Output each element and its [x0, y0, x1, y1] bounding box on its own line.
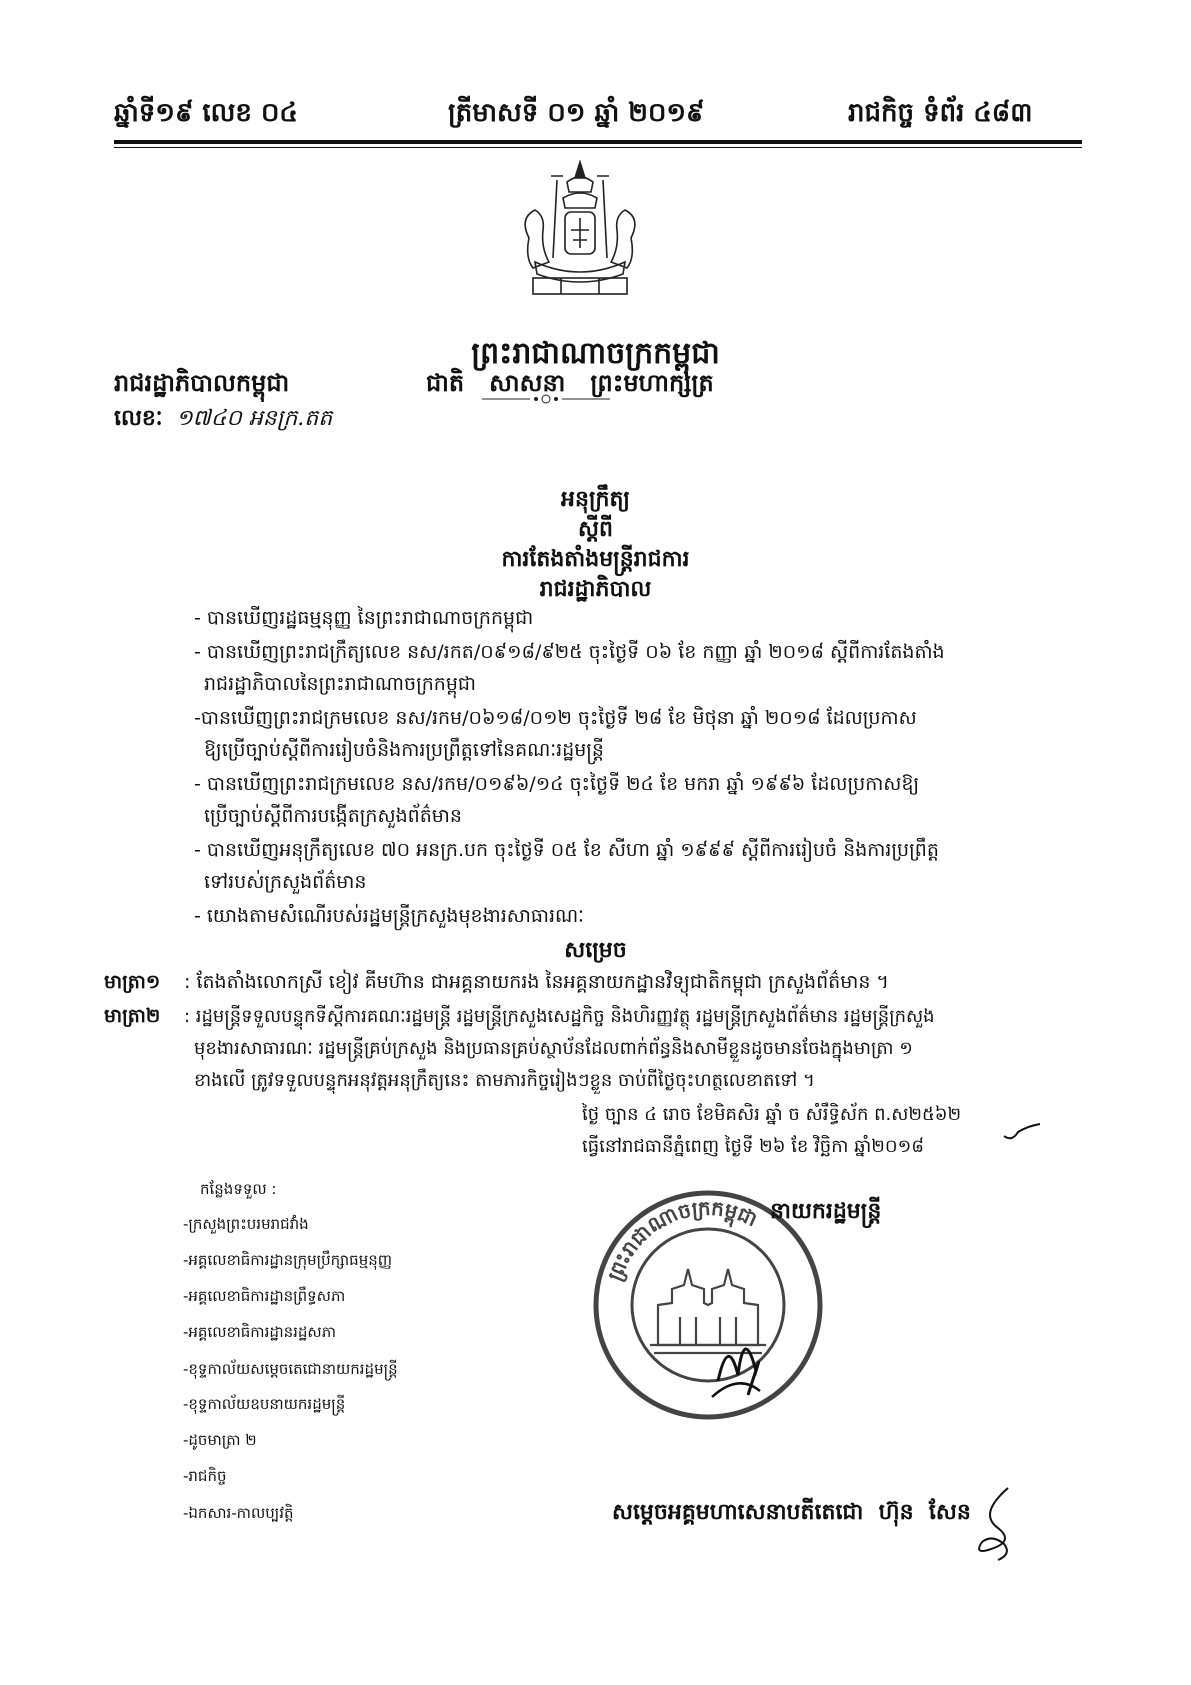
reference-number: ១៧៤០ អនក្រ.តត	[176, 406, 333, 431]
document-type: អនុក្រឹត្យ	[561, 487, 630, 512]
preamble-line: -បានឃើញព្រះរាជក្រមលេខ នស/រកម/០៦១៨/០១២ ចុះថ្ងៃទី ២៨ ខែ មិថុនា ឆ្នាំ ២០១៨ ដែលប្រកាស	[194, 707, 917, 729]
cc-item: -អគ្គលេខាធិការដ្ឋានរដ្ឋសភា	[183, 1323, 336, 1341]
lunar-date: ថ្ងៃ ច្បាន ៤ រោច ខែមិគសិរ ឆ្នាំ ច សំរឹទ្ធិស័ក ព.ស២៥៦២	[582, 1104, 962, 1125]
preamble-line: - យោងតាមសំណើរបស់រដ្ឋមន្ត្រីក្រសួងមុខងារសាធារណៈ	[194, 905, 584, 927]
signature-title: នាយករដ្ឋមន្ត្រី	[770, 1199, 882, 1224]
royal-coat-of-arms-icon	[505, 158, 655, 308]
signatory-name: សម្តេចអគ្គមហាសេនាបតីតេជោ ហ៊ុន សែន	[612, 1500, 971, 1525]
issuing-government: រាជរដ្ឋាភិបាលកម្ពុជា	[114, 369, 290, 397]
header-rule	[114, 140, 1082, 144]
handwritten-tick-icon	[1000, 1120, 1044, 1144]
motto-ornament-icon	[478, 392, 614, 406]
article-2-text: ខាងលើ ត្រូវទទួលបន្ទុកអនុវត្តអនុក្រឹត្យនេះ តាមភារកិច្ចរៀងៗខ្លួន ចាប់ពីថ្ងៃចុះហត្ថលេខាតទៅ ។	[194, 1070, 815, 1091]
svg-text:ព្រះរាជាណាចក្រកម្ពុជា	[602, 1196, 761, 1285]
cc-item: -ក្រសួងព្រះបរមរាជវាំង	[183, 1215, 309, 1233]
preamble-line: ប្រើច្បាប់ស្តីពីការបង្កើតក្រសួងព័ត៌មាន	[204, 805, 462, 827]
preamble-line: ទៅរបស់ក្រសួងព័ត៌មាន	[204, 871, 367, 893]
header-rule-thin	[114, 147, 1082, 148]
national-motto: ជាតិ សាសនា ព្រះមហាក្សត្រ	[426, 369, 714, 397]
solar-date: ធ្វើនៅរាជធានីភ្នំពេញ ថ្ងៃទី ២៦ ខែ វិច្ឆិកា ឆ្នាំ២០១៨	[582, 1136, 924, 1157]
title-subject: ការតែងតាំងមន្ត្រីរាជការ	[501, 547, 690, 572]
seal-text: ព្រះរាជាណាចក្រកម្ពុជា	[602, 1195, 762, 1285]
preamble-line: រាជរដ្ឋាភិបាលនៃព្រះរាជាណាចក្រកម្ពុជា	[204, 673, 477, 695]
cc-item: -ខុទ្ទកាល័យឧបនាយករដ្ឋមន្ត្រី	[183, 1395, 346, 1413]
gazette-year-issue: ឆ្នាំទី១៩ លេខ ០៤	[114, 98, 298, 128]
reference-label: លេខៈ	[114, 406, 163, 431]
kingdom-name: ព្រះរាជាណាចក្រកម្ពុជា	[471, 336, 720, 371]
title-about: ស្តីពី	[578, 517, 613, 542]
cc-item: -ខុទ្ទកាល័យសម្តេចតេជោនាយករដ្ឋមន្ត្រី	[183, 1360, 398, 1378]
preamble-line: - បានឃើញព្រះរាជក្រឹត្យលេខ នស/រកត/០៩១៨/៩២៥ ចុះថ្ងៃទី ០៦ ខែ កញ្ញា ឆ្នាំ ២០១៨ ស្តីពីការតែងតាំង	[194, 641, 945, 663]
preamble-line: - បានឃើញរដ្ឋធម្មនុញ្ញ នៃព្រះរាជាណាចក្រកម្ពុជា	[194, 607, 534, 629]
decision-heading: សម្រេច	[564, 938, 627, 963]
cc-item: -អគ្គលេខាធិការដ្ឋានព្រឹទ្ធសភា	[183, 1287, 346, 1305]
article-1-text: : តែងតាំងលោកស្រី ខៀវ គីមហ៊ាន ជាអគ្គនាយករង នៃអគ្គនាយកដ្ឋានវិទ្យុជាតិកម្ពុជា ក្រសួងព័ត៌មាន ។	[184, 971, 889, 993]
cc-title: កន្លែងទទួល :	[200, 1180, 277, 1198]
handwritten-initials-icon	[968, 1484, 1028, 1564]
preamble-line: ឱ្យប្រើច្បាប់ស្តីពីការរៀបចំនិងការប្រព្រឹត្តទៅនៃគណៈរដ្ឋមន្ត្រី	[204, 739, 604, 761]
title-government: រាជរដ្ឋាភិបាល	[539, 577, 652, 602]
cc-item: -រាជកិច្ច	[183, 1467, 227, 1485]
article-2-text: មុខងារសាធារណៈ រដ្ឋមន្ត្រីគ្រប់ក្រសួង និងប្រធានគ្រប់ស្ថាប័នដែលពាក់ព័ន្ធនិងសាមីខ្លួនដូចមានចែងក្នុងមាត្រា ១	[194, 1038, 913, 1059]
gazette-quarter: ត្រីមាសទី ០១ ឆ្នាំ ២០១៩	[448, 98, 705, 128]
article-2-label: មាត្រា២	[104, 1005, 161, 1027]
preamble-line: - បានឃើញព្រះរាជក្រមលេខ នស/រកម/០១៩៦/១៤ ចុះថ្ងៃទី ២៤ ខែ មករា ឆ្នាំ ១៩៩៦ ដែលប្រកាសឱ្យ	[194, 773, 920, 795]
cc-item: -ដូចមាត្រា ២	[183, 1431, 257, 1449]
gazette-page: រាជកិច្ច ទំព័រ ៤៨៣	[848, 98, 1033, 128]
cc-item: -ឯកសារ-កាលប្បវត្តិ	[183, 1504, 294, 1522]
article-2-text: : រដ្ឋមន្ត្រីទទួលបន្ទុកទីស្តីការគណៈរដ្ឋមន្ត្រី រដ្ឋមន្ត្រីក្រសួងសេដ្ឋកិច្ច និងហិរញ្ញវត្ថុ រដ្ឋមន្ត្រីក្រសួងព័ត៌មាន រដ្ឋមន្ត្រីក្រសួង	[184, 1006, 935, 1027]
preamble-line: - បានឃើញអនុក្រឹត្យលេខ ៧០ អនក្រ.បក ចុះថ្ងៃទី ០៥ ខែ សីហា ឆ្នាំ ១៩៩៩ ស្តីពីការរៀបចំ និងការប្រព្រឹត្ត	[194, 839, 939, 861]
article-1-label: មាត្រា១	[104, 971, 161, 993]
cc-item: -អគ្គលេខាធិការដ្ឋានក្រុមប្រឹក្សាធម្មនុញ្ញ	[183, 1251, 393, 1269]
